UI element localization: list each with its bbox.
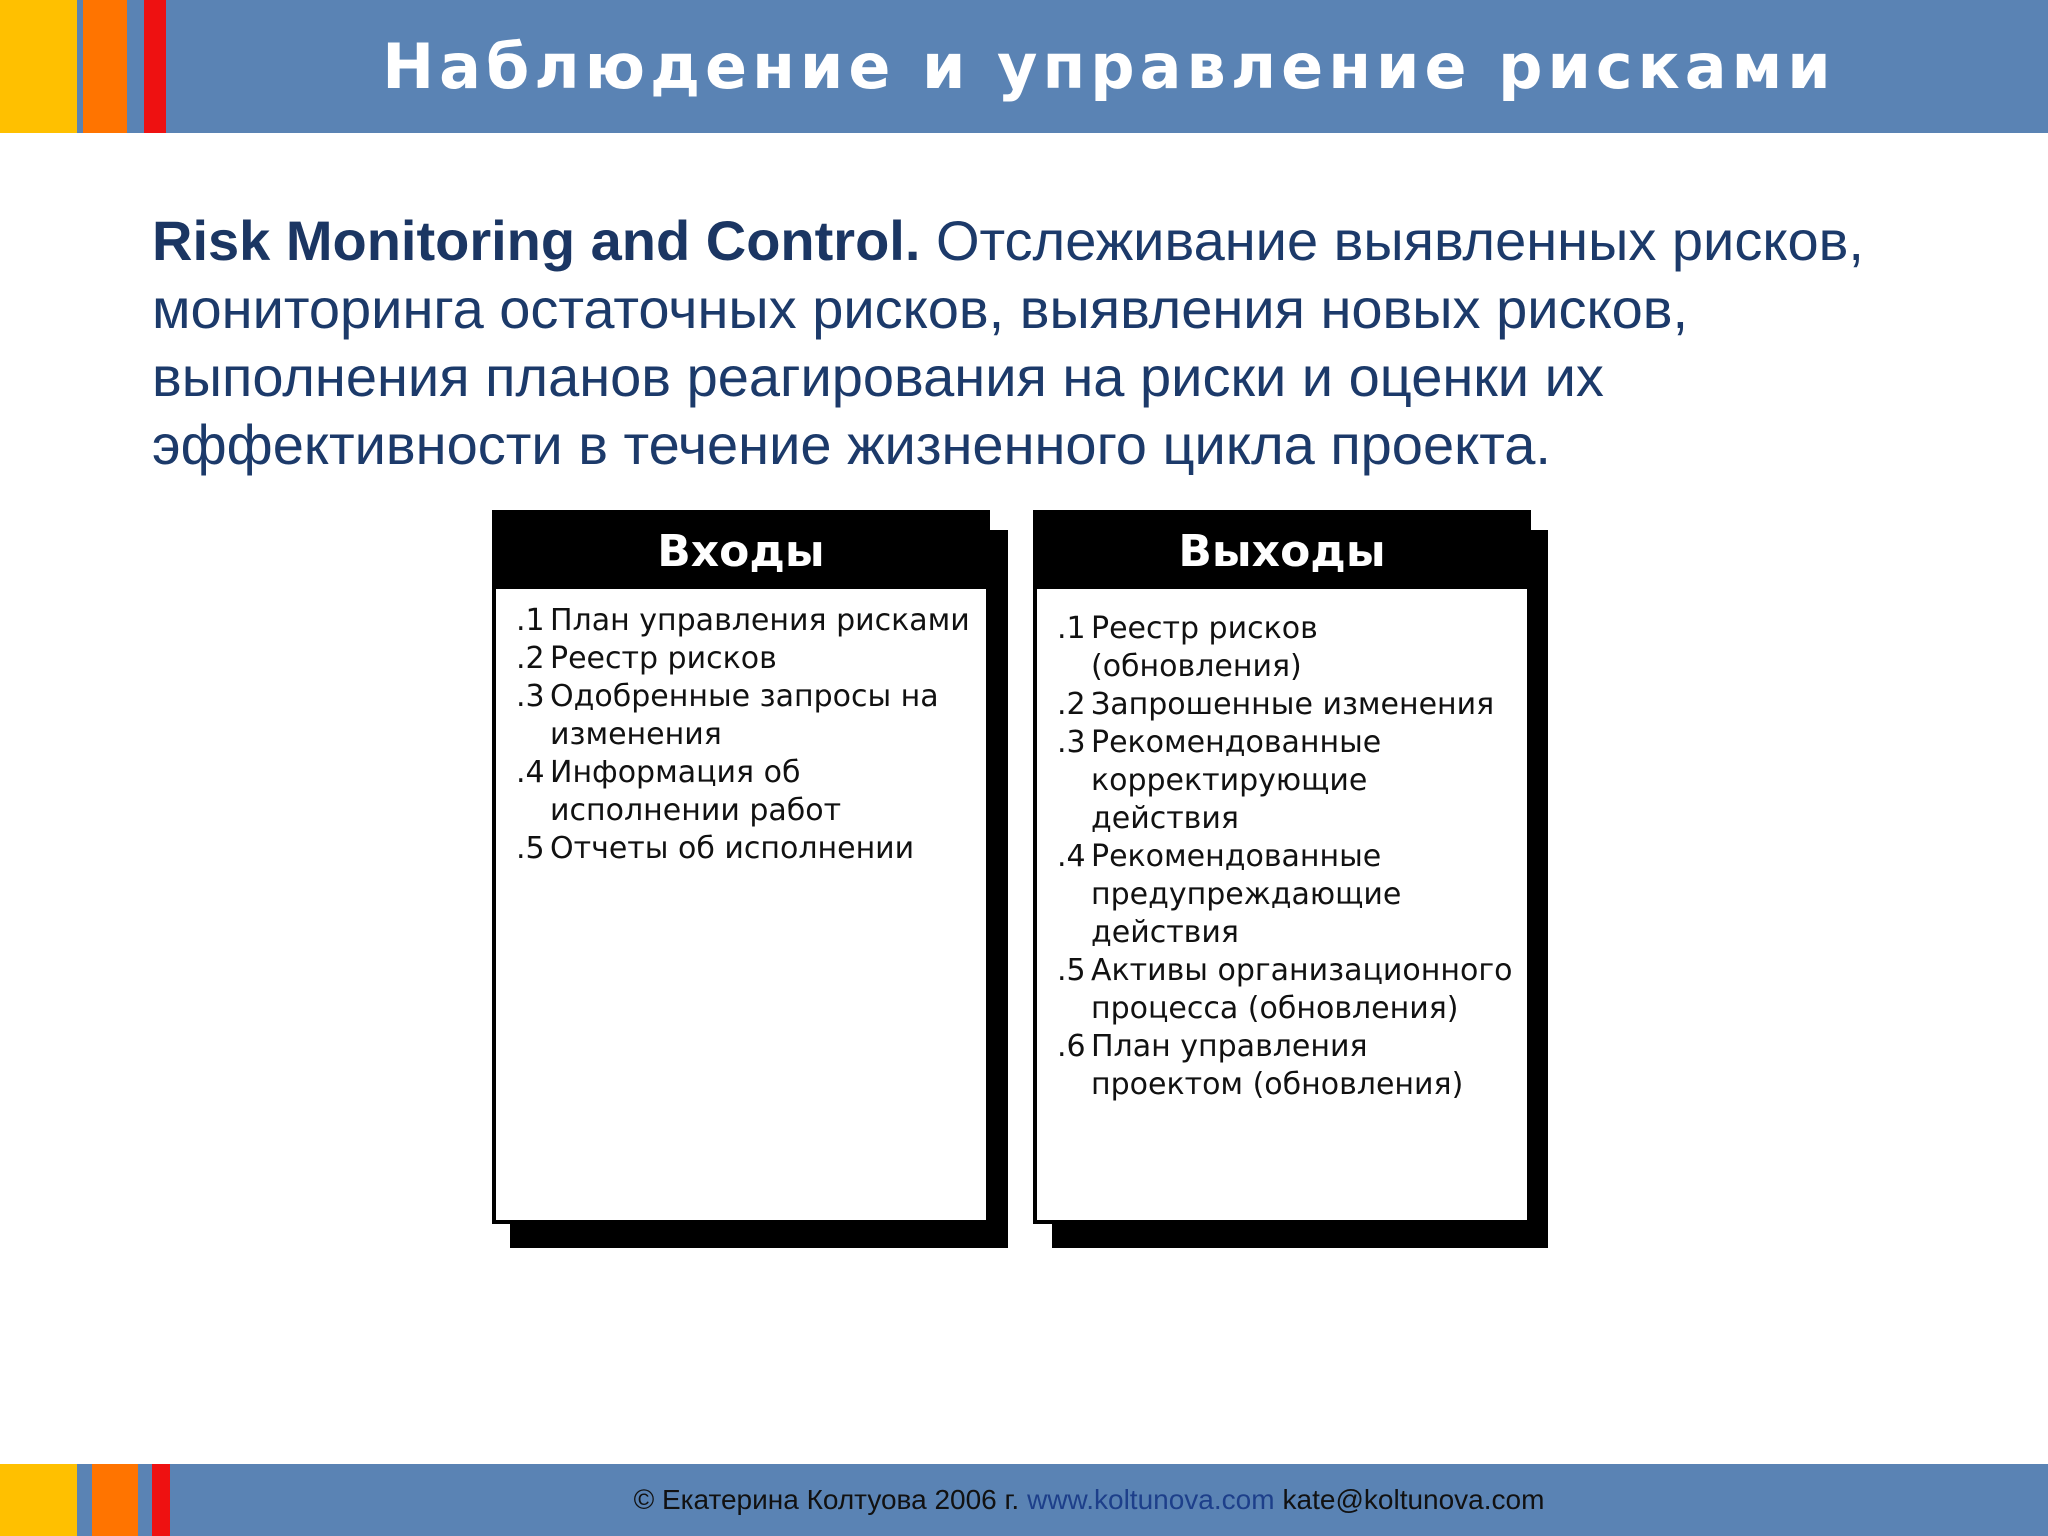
footer-site-link[interactable]: www.koltunova.com — [1027, 1484, 1275, 1515]
inputs-box — [492, 510, 990, 1224]
list-item: .1 Реестр рисков (обновления) — [1057, 611, 1318, 684]
header-stripe-yellow — [0, 0, 77, 133]
list-item: .5 Активы организационного процесса (обновления) — [1057, 953, 1513, 1026]
inputs-title: Входы — [496, 514, 986, 589]
list-item: .6 План управления проектом (обновления) — [1057, 1029, 1464, 1102]
list-item: .2 Запрошенные изменения — [1057, 687, 1495, 722]
header-stripe-red — [144, 0, 166, 133]
intro-paragraph — [152, 207, 1992, 479]
header-stripe-orange — [83, 0, 127, 133]
outputs-box — [1033, 510, 1531, 1224]
list-item: .3 Рекомендованные корректирующие действия — [1057, 725, 1382, 836]
footer-email-link[interactable]: kate@koltunova.com — [1282, 1484, 1545, 1515]
list-item: .1 План управления рисками — [516, 603, 970, 638]
inputs-list — [516, 602, 978, 868]
page-title: Наблюдение и управление рисками — [382, 30, 1836, 103]
intro-text: Отслеживание выявленных рисков, мониторинга остаточных рисков, выявления новых рисков, выполнения планов реагирования на риски и оценки их эффективности в течение жизненного цикла проекта. — [152, 209, 1864, 476]
list-item: .4 Рекомендованные предупреждающие действия — [1057, 839, 1402, 950]
outputs-title: Выходы — [1037, 514, 1527, 589]
outputs-list — [1057, 610, 1519, 1104]
footer-copyright: © Екатерина Колтуова 2006 г. — [633, 1484, 1020, 1515]
list-item: .3 Одобренные запросы на изменения — [516, 679, 939, 752]
list-item: .2 Реестр рисков — [516, 641, 777, 676]
footer — [0, 1464, 2048, 1536]
list-item: .5 Отчеты об исполнении — [516, 831, 915, 866]
intro-term: Risk Monitoring and Control. — [152, 209, 921, 272]
list-item: .4 Информация об исполнении работ — [516, 755, 842, 828]
